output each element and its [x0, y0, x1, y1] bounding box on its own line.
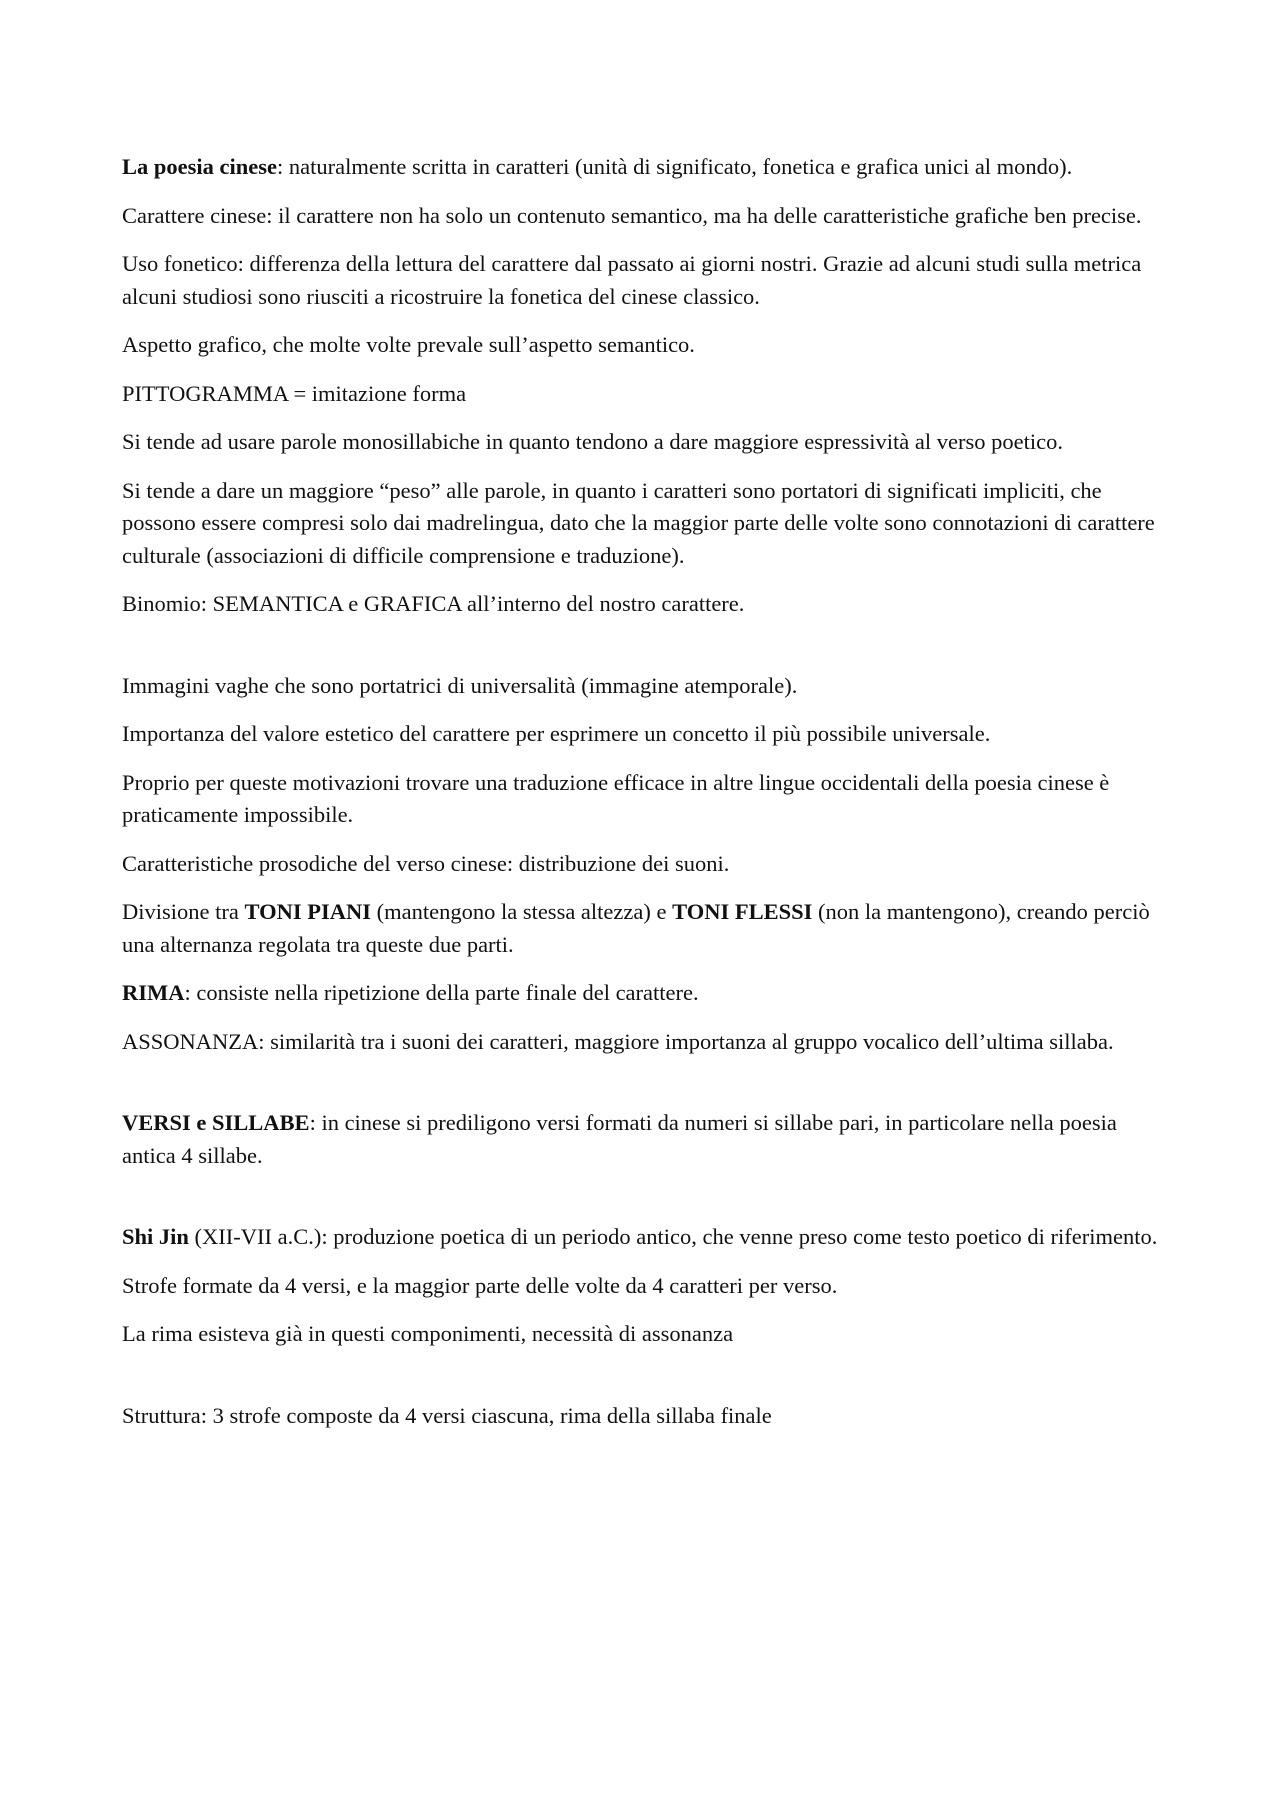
paragraph-uso-fonetico: Uso fonetico: differenza della lettura del carattere dal passato ai giorni nostri. Grazie ad alcuni studi sulla metrica alcuni studiosi sono riusciti a ricostruire la fonetica del cinese classico. — [122, 251, 1142, 309]
paragraph-binomio: Binomio: SEMANTICA e GRAFICA all’interno del nostro carattere. — [122, 591, 745, 616]
paragraph-traduzione: Proprio per queste motivazioni trovare una traduzione efficace in altre lingue occidentali della poesia cinese è praticamente impossibile. — [122, 769, 1110, 827]
bold-term: VERSI e SILLABE — [122, 1110, 310, 1135]
paragraph-struttura: Struttura: 3 strofe composte da 4 versi ciascuna, rima della sillaba finale — [122, 1402, 772, 1428]
paragraph-strofe: Strofe formate da 4 versi, e la maggior parte delle volte da 4 caratteri per verso. — [122, 1272, 838, 1298]
paragraph-toni: Divisione tra TONI PIANI (mantengono la stessa altezza) e TONI FLESSI (non la mantengono), creando perciò una alternanza regolata tra queste due parti. — [122, 899, 1150, 957]
bold-term: Shi Jin — [122, 1224, 189, 1249]
paragraph-immagini-vaghe: Immagini vaghe che sono portatrici di universalità (immagine atemporale). — [122, 672, 798, 698]
paragraph-assonanza: ASSONANZA: similarità tra i suoni dei caratteri, maggiore importanza al gruppo vocalico dell’ultima sillaba. — [122, 1028, 1114, 1054]
document-body — [122, 151, 1172, 1448]
bold-term: RIMA — [122, 980, 185, 1005]
bold-term: La poesia cinese — [122, 154, 277, 179]
paragraph-carattere-cinese: Carattere cinese: il carattere non ha solo un contenuto semantico, ma ha delle caratteristiche grafiche ben precise. — [122, 202, 1142, 228]
paragraph-valore-estetico: Importanza del valore estetico del carattere per esprimere un concetto il più possibile universale. — [122, 721, 991, 746]
paragraph-pittogramma: PITTOGRAMMA = imitazione forma — [122, 380, 467, 406]
bold-term: TONI PIANI — [244, 899, 371, 924]
paragraph-prosodiche: Caratteristiche prosodiche del verso cinese: distribuzione dei suoni. — [122, 850, 730, 876]
paragraph-rima-esisteva: La rima esisteva già in questi componimenti, necessità di assonanza — [122, 1321, 734, 1346]
paragraph-rima: RIMA: consiste nella ripetizione della parte finale del carattere. — [122, 980, 699, 1005]
bold-term: TONI FLESSI — [672, 899, 813, 924]
paragraph-poesia-cinese: La poesia cinese: naturalmente scritta in caratteri (unità di significato, fonetica e grafica unici al mondo). — [122, 154, 1073, 179]
paragraph-aspetto-grafico: Aspetto grafico, che molte volte prevale sull’aspetto semantico. — [122, 332, 695, 357]
paragraph-versi-sillabe: VERSI e SILLABE: in cinese si prediligono versi formati da numeri si sillabe pari, in particolare nella poesia antica 4 sillabe. — [122, 1110, 1117, 1168]
paragraph-peso-parole: Si tende a dare un maggiore “peso” alle parole, in quanto i caratteri sono portatori di significati impliciti, che possono essere compresi solo dai madrelingua, dato che la maggior parte delle volte sono connotazioni di carattere culturale (associazioni di difficile comprensione e traduzione). — [122, 477, 1155, 568]
paragraph-monosillabiche: Si tende ad usare parole monosillabiche in quanto tendono a dare maggiore espressività al verso poetico. — [122, 429, 1063, 454]
paragraph-shi-jin: Shi Jin (XII-VII a.C.): produzione poetica di un periodo antico, che venne preso come testo poetico di riferimento. — [122, 1224, 1158, 1249]
